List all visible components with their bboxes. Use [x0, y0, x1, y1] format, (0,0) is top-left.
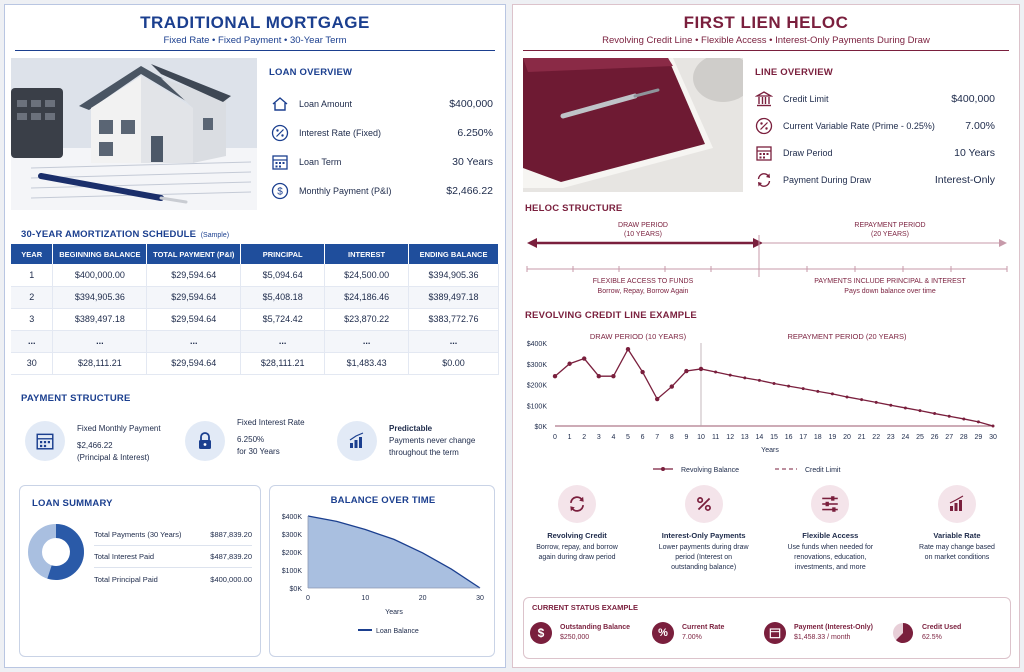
cell: $24,186.46 [325, 286, 409, 308]
cell: $394,905.36 [53, 286, 147, 308]
x-tick-label: 23 [886, 434, 895, 441]
cell: ... [241, 330, 325, 352]
heloc-timeline [523, 233, 1013, 279]
cell: $28,111.21 [241, 352, 325, 374]
repayment-period-years: (20 YEARS) [871, 231, 909, 238]
revolving-balance-point [655, 397, 659, 401]
refresh-icon [558, 485, 596, 523]
amortization-note: (Sample) [200, 232, 230, 239]
heloc-title: FIRST LIEN HELOC [683, 13, 849, 32]
payment-structure-item [337, 421, 495, 464]
balance-chart-title: BALANCE OVER TIME [330, 495, 436, 506]
table-row [11, 264, 499, 286]
overview-value: 30 Years [452, 155, 493, 168]
summary-label: Total Principal Paid [94, 574, 158, 584]
revolving-balance-point [670, 384, 674, 388]
loan-overview-list [269, 89, 493, 205]
draw-desc-text: Borrow, Repay, Borrow Again [597, 288, 689, 295]
overview-value: 10 Years [954, 146, 995, 159]
overview-value: $400,000 [449, 97, 493, 110]
revolving-balance-point [948, 415, 951, 418]
status-payment [764, 622, 892, 644]
title-divider [523, 50, 1009, 51]
revolving-balance-point [860, 398, 863, 401]
balance-chart [270, 506, 496, 656]
x-tick-label: 25 [916, 434, 924, 441]
overview-value: Interest-Only [934, 173, 995, 186]
summary-value: $887,839.20 [210, 530, 252, 539]
status-label: Current Rate [682, 624, 725, 631]
percent-icon [269, 124, 291, 142]
x-tick-label: 30 [989, 434, 997, 441]
lock-icon [185, 421, 225, 461]
feature-text: Use funds when needed for renovations, education, investments, and more [787, 544, 874, 571]
payment-structure-line: for 30 Years [237, 447, 280, 456]
x-tick-label: 14 [755, 434, 764, 441]
x-tick-label: 7 [655, 434, 660, 441]
percent-icon [753, 117, 775, 135]
status-value: $1,458.33 / month [794, 634, 851, 641]
column-header: INTEREST [325, 244, 409, 264]
overview-label: Loan Term [299, 156, 342, 167]
x-tick-label: 29 [974, 434, 983, 441]
cell: 30 [11, 352, 53, 374]
loan-summary-card [19, 485, 261, 657]
cell: $400,000.00 [53, 264, 147, 286]
column-header: TOTAL PAYMENT (P&I) [147, 244, 241, 264]
feature-title: Flexible Access [802, 531, 859, 540]
overview-label: Current Variable Rate (Prime - 0.25%) [783, 120, 935, 131]
revolving-balance-point [743, 376, 746, 379]
svg-text:$: $ [277, 186, 283, 197]
overview-row-loan-amount [269, 89, 493, 118]
x-tick-label: 24 [901, 434, 910, 441]
revolving-balance-line [555, 349, 993, 426]
revolving-balance-point [553, 374, 557, 378]
draw-period-description [533, 277, 753, 297]
donut-chart [26, 522, 86, 582]
x-tick-label: 20 [418, 595, 427, 602]
house-icon [269, 95, 291, 113]
cell: $29,594.64 [147, 308, 241, 330]
y-tick-label: $300K [526, 361, 547, 369]
balance-chart-card [269, 485, 495, 657]
payment-structure-line: Payments never change [389, 436, 476, 445]
cell: $29,594.64 [147, 352, 241, 374]
revolving-balance-point [977, 420, 980, 423]
revolving-balance-point [992, 425, 995, 428]
x-tick-label: 2 [582, 434, 587, 441]
x-tick-label: 28 [959, 434, 968, 441]
title-divider [15, 50, 495, 51]
table-header-row [11, 244, 499, 264]
dollar-icon: $ [530, 622, 552, 644]
status-value: $250,000 [560, 634, 590, 641]
overview-value: $2,466.22 [446, 184, 493, 197]
dollar-icon [269, 182, 291, 200]
payment-structure-item [25, 421, 185, 464]
current-status-title: CURRENT STATUS EXAMPLE [532, 603, 638, 612]
payment-structure-list [25, 418, 495, 464]
pie-icon [892, 622, 914, 644]
overview-label: Loan Amount [299, 98, 353, 109]
cell: ... [409, 330, 499, 352]
y-tick-label: $0K [534, 424, 547, 431]
mortgage-subtitle: Fixed Rate • Fixed Payment • 30-Year Term [163, 35, 347, 46]
x-tick-label: 10 [697, 434, 705, 441]
draw-arrow-left-head [527, 238, 537, 248]
status-label: Outstanding Balance [560, 624, 631, 631]
x-tick-label: 11 [711, 434, 720, 441]
overview-row-loan-term [269, 147, 493, 176]
y-tick-label: $200K [526, 382, 547, 390]
revolving-balance-point [875, 401, 878, 404]
x-tick-label: 10 [361, 595, 370, 602]
feature-text: Rate may change based on market conditions [919, 544, 995, 561]
x-tick-label: 0 [306, 595, 310, 602]
payment-structure-item [185, 418, 337, 464]
y-tick-label: $0K [289, 586, 302, 593]
draw-arrow-right-head [753, 238, 763, 248]
cell: $23,870.22 [325, 308, 409, 330]
column-header: PRINCIPAL [241, 244, 325, 264]
cell: $28,111.21 [53, 352, 147, 374]
summary-row [94, 546, 252, 568]
status-credit-used [892, 622, 1002, 644]
legend-label: Revolving Balance [681, 467, 739, 474]
revolving-balance-point [962, 417, 965, 420]
cell: ... [53, 330, 147, 352]
revolving-balance-point [933, 412, 936, 415]
percent-icon [685, 485, 723, 523]
legend-marker-balance [661, 467, 665, 471]
x-tick-label: 0 [553, 434, 557, 441]
revolving-balance-point [567, 362, 571, 366]
cell: $5,408.18 [241, 286, 325, 308]
loan-summary-title: LOAN SUMMARY [32, 498, 113, 509]
y-tick-label: $100K [526, 403, 547, 411]
x-axis-label: Years [761, 447, 779, 454]
feature-flexible-access [774, 485, 886, 573]
x-axis-label: Years [385, 609, 403, 616]
trend-chart-icon [938, 485, 976, 523]
summary-row [94, 568, 252, 590]
repay-desc-text: Pays down balance over time [844, 288, 936, 295]
payment-structure-title: PAYMENT STRUCTURE [21, 393, 131, 404]
table-row [11, 352, 499, 374]
cell: ... [325, 330, 409, 352]
cell: $389,497.18 [53, 308, 147, 330]
repayment-period-chart-label: REPAYMENT PERIOD (20 YEARS) [787, 332, 907, 341]
table-row [11, 330, 499, 352]
revolving-balance-point [816, 390, 819, 393]
cell: $29,594.64 [147, 286, 241, 308]
repay-arrow-head [999, 239, 1007, 247]
draw-period-chart-label: DRAW PERIOD (10 YEARS) [589, 332, 687, 341]
table-row [11, 286, 499, 308]
summary-label: Total Interest Paid [94, 552, 155, 561]
payment-structure-line: throughout the term [389, 448, 459, 457]
overview-label: Draw Period [783, 147, 833, 158]
status-value: 7.00% [682, 634, 702, 641]
revolving-balance-point [597, 374, 601, 378]
heloc-features [521, 485, 1013, 573]
revolving-balance-point [626, 347, 630, 351]
bar-chart-icon [337, 421, 377, 461]
heloc-panel [512, 4, 1020, 668]
cell: 2 [11, 286, 53, 308]
x-tick-label: 3 [596, 434, 601, 441]
repayment-period-name: REPAYMENT PERIOD [854, 222, 926, 229]
x-tick-label: 30 [476, 595, 484, 602]
overview-row-draw-period [753, 139, 995, 166]
cell: $389,497.18 [409, 286, 499, 308]
refresh-icon [753, 171, 775, 189]
amortization-table [11, 244, 499, 375]
calendar-icon [269, 153, 291, 171]
y-tick-label: $400K [526, 341, 547, 348]
payment-structure-heading: Predictable [389, 424, 433, 433]
heloc-subtitle: Revolving Credit Line • Flexible Access • Interest-Only Payments During Draw [602, 35, 930, 46]
feature-title: Interest-Only Payments [661, 531, 746, 540]
bank-icon [753, 90, 775, 108]
sliders-icon [811, 485, 849, 523]
revolving-balance-point [889, 404, 892, 407]
status-value: 62.5% [922, 634, 942, 641]
y-tick-label: $100K [281, 568, 302, 575]
repay-desc-title: PAYMENTS INCLUDE PRINCIPAL & INTEREST [814, 278, 966, 285]
mortgage-title: TRADITIONAL MORTGAGE [140, 13, 370, 32]
revolving-balance-point [846, 395, 849, 398]
line-overview-title: LINE OVERVIEW [755, 67, 833, 78]
feature-title: Variable Rate [933, 531, 981, 540]
repayment-period-description [765, 277, 1015, 297]
x-tick-label: 27 [945, 434, 954, 441]
y-tick-label: $200K [281, 550, 302, 557]
x-tick-label: 12 [726, 434, 735, 441]
loan-summary-list [94, 524, 252, 590]
overview-row-credit-limit [753, 85, 995, 112]
status-label: Payment (Interest-Only) [794, 624, 873, 631]
payment-structure-line: 6.250% [237, 435, 265, 444]
payment-structure-line: $2,466.22 [77, 441, 113, 450]
x-tick-label: 15 [770, 434, 778, 441]
revolving-balance-point [787, 385, 790, 388]
notebook-photo [523, 58, 743, 192]
mortgage-panel [4, 4, 506, 668]
status-current-rate [652, 622, 764, 644]
summary-row [94, 524, 252, 546]
x-tick-label: 22 [872, 434, 881, 441]
feature-text: Lower payments during draw period (Interest on outstanding balance) [658, 544, 749, 571]
summary-value: $400,000.00 [210, 574, 252, 584]
current-status-card [523, 597, 1011, 659]
x-tick-label: 16 [784, 434, 793, 441]
y-tick-label: $300K [281, 532, 302, 539]
percent-icon: % [652, 622, 674, 644]
overview-label: Credit Limit [783, 93, 829, 104]
overview-label: Interest Rate (Fixed) [299, 127, 382, 138]
line-overview-list [753, 85, 995, 193]
legend-label: Credit Limit [805, 467, 841, 474]
feature-title: Revolving Credit [547, 531, 607, 540]
amortization-title: 30-YEAR AMORTIZATION SCHEDULE [21, 229, 197, 240]
x-tick-label: 26 [930, 434, 939, 441]
x-tick-label: 17 [799, 434, 808, 441]
column-header: YEAR [11, 244, 53, 264]
draw-period-years: (10 YEARS) [624, 231, 662, 238]
x-tick-label: 21 [857, 434, 866, 441]
draw-period-name: DRAW PERIOD [618, 222, 668, 229]
cell: $1,483.43 [325, 352, 409, 374]
payment-structure-line: (Principal & Interest) [77, 453, 150, 462]
x-tick-label: 1 [567, 434, 572, 441]
revolving-balance-point [582, 356, 586, 360]
cell: $24,500.00 [325, 264, 409, 286]
revolving-balance-point [904, 406, 907, 409]
overview-value: $400,000 [951, 92, 995, 105]
feature-variable-rate [901, 485, 1013, 573]
revolving-balance-point [714, 371, 717, 374]
draw-desc-title: FLEXIBLE ACCESS TO FUNDS [592, 278, 694, 285]
calendar-icon [764, 622, 786, 644]
x-tick-label: 20 [843, 434, 851, 441]
x-tick-label: 19 [828, 434, 837, 441]
overview-row-variable-rate [753, 112, 995, 139]
amortization-title-wrap [21, 224, 229, 242]
summary-label: Total Payments (30 Years) [94, 530, 182, 539]
x-tick-label: 13 [740, 434, 749, 441]
heloc-structure-title: HELOC STRUCTURE [525, 203, 623, 214]
cell: $5,094.64 [241, 264, 325, 286]
revolving-example-title: REVOLVING CREDIT LINE EXAMPLE [525, 310, 697, 321]
calendar-icon [25, 421, 65, 461]
summary-value: $487,839.20 [210, 552, 252, 561]
cell: $0.00 [409, 352, 499, 374]
overview-row-payment-during-draw [753, 166, 995, 193]
payment-structure-heading: Fixed Interest Rate [237, 418, 305, 427]
revolving-balance-point [758, 379, 761, 382]
legend-label: Loan Balance [376, 628, 419, 635]
revolving-balance-point [699, 367, 703, 371]
revolving-balance-point [611, 374, 615, 378]
cell: 1 [11, 264, 53, 286]
x-tick-label: 8 [669, 434, 674, 441]
loan-overview-title: LOAN OVERVIEW [269, 67, 353, 78]
overview-value: 7.00% [965, 119, 995, 132]
cell: $383,772.76 [409, 308, 499, 330]
cell: 3 [11, 308, 53, 330]
revolving-balance-point [773, 382, 776, 385]
overview-row-interest-rate [269, 118, 493, 147]
cell: $394,905.36 [409, 264, 499, 286]
feature-revolving-credit [521, 485, 633, 573]
payment-structure-heading: Fixed Monthly Payment [77, 424, 161, 433]
x-tick-label: 18 [813, 434, 822, 441]
status-list [530, 622, 1006, 644]
y-tick-label: $400K [281, 514, 302, 521]
table-row [11, 308, 499, 330]
status-outstanding-balance [530, 622, 652, 644]
x-tick-label: 6 [640, 434, 645, 441]
feature-text: Borrow, repay, and borrow again during draw period [536, 544, 618, 561]
revolving-balance-point [831, 392, 834, 395]
x-tick-label: 5 [626, 434, 630, 441]
revolving-balance-point [684, 369, 688, 373]
revolving-balance-point [640, 370, 644, 374]
x-tick-label: 4 [611, 434, 616, 441]
feature-interest-only [648, 485, 760, 573]
balance-area [308, 516, 480, 588]
calendar-icon [753, 144, 775, 162]
column-header: BEGINNING BALANCE [53, 244, 147, 264]
column-header: ENDING BALANCE [409, 244, 499, 264]
status-label: Credit Used [922, 624, 962, 631]
overview-label: Monthly Payment (P&I) [299, 185, 392, 196]
revolving-balance-point [802, 387, 805, 390]
cell: ... [11, 330, 53, 352]
house-photo [11, 58, 257, 210]
overview-label: Payment During Draw [783, 174, 872, 185]
revolving-credit-chart [513, 323, 1021, 483]
cell: $5,724.42 [241, 308, 325, 330]
revolving-balance-point [919, 409, 922, 412]
cell: ... [147, 330, 241, 352]
overview-row-monthly-payment [269, 176, 493, 205]
overview-value: 6.250% [457, 126, 493, 139]
cell: $29,594.64 [147, 264, 241, 286]
revolving-balance-point [729, 374, 732, 377]
x-tick-label: 9 [684, 434, 689, 441]
